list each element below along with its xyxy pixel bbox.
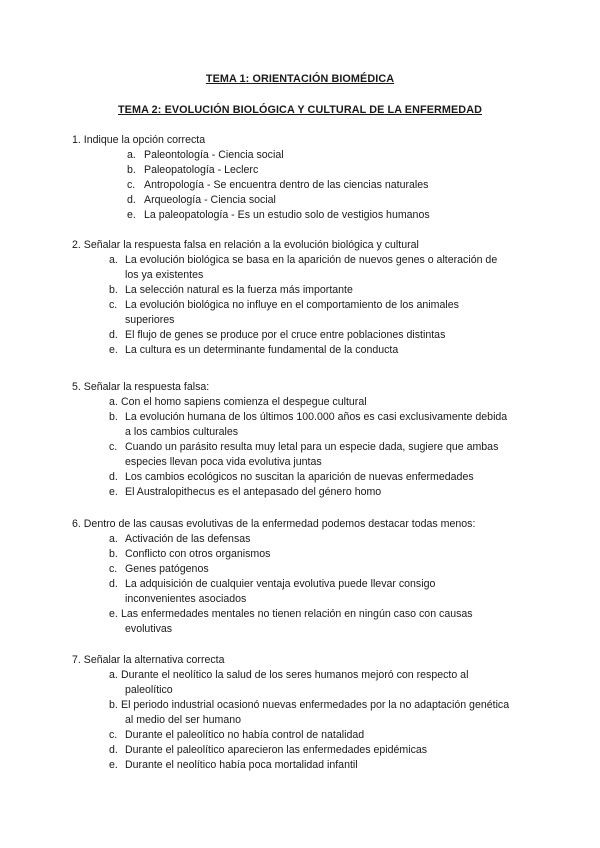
list-item [72, 562, 572, 577]
option-text: Arqueología - Ciencia social [144, 194, 276, 206]
question-7 [72, 653, 572, 773]
option-text: El periodo industrial ocasionó nuevas enfermedades por la no adaptación genética [121, 699, 510, 711]
option-letter: c. [109, 729, 118, 741]
option-letter: b. [109, 699, 118, 711]
option-letter: e. [127, 209, 136, 221]
list-item [72, 148, 572, 163]
option-text: Durante el neolítico había poca mortalidad infantil [125, 759, 358, 771]
option-text: Las enfermedades mentales no tienen relación en ningún caso con causas [121, 608, 473, 620]
list-item [72, 283, 572, 298]
option-letter: d. [109, 471, 118, 483]
option-text: Durante el paleolítico aparecieron las enfermedades epidémicas [125, 744, 428, 756]
list-item [72, 328, 572, 343]
option-letter: a. [127, 149, 136, 161]
list-item [72, 743, 572, 758]
option-text: Activación de las defensas [125, 533, 251, 545]
option-letter: b. [109, 411, 118, 423]
option-text-continuation: a los cambios culturales [125, 426, 239, 438]
option-letter: a. [109, 533, 118, 545]
option-text-continuation: paleolítico [125, 684, 173, 696]
option-letter: b. [109, 284, 118, 296]
option-letter: d. [109, 329, 118, 341]
option-text: La evolución humana de los últimos 100.000 años es casi exclusivamente debida [125, 411, 508, 423]
option-text: El flujo de genes se produce por el cruce entre poblaciones distintas [125, 329, 446, 341]
option-text-continuation: al medio del ser humano [125, 714, 242, 726]
option-text: La adquisición de cualquier ventaja evolutiva puede llevar consigo [125, 578, 436, 590]
option-text: Genes patógenos [125, 563, 209, 575]
question-5-options [72, 395, 572, 500]
option-text-continuation: inconvenientes asociados [125, 593, 247, 605]
option-text: La cultura es un determinante fundamental de la conducta [125, 344, 399, 356]
option-letter: a. [109, 254, 118, 266]
list-item [72, 470, 572, 485]
option-letter: b. [127, 164, 136, 176]
option-letter: e. [109, 344, 118, 356]
list-item [72, 485, 572, 500]
option-text: Durante el paleolítico no había control de natalidad [125, 729, 365, 741]
list-item [72, 758, 572, 773]
option-text: Con el homo sapiens comienza el despegue cultural [121, 396, 367, 408]
option-letter: e. [109, 759, 118, 771]
list-item [72, 208, 572, 223]
question-1 [72, 133, 572, 223]
option-text: La selección natural es la fuerza más importante [125, 284, 353, 296]
list-item [72, 728, 572, 743]
heading-tema-1: TEMA 1: ORIENTACIÓN BIOMÉDICA [205, 73, 395, 85]
list-item [72, 395, 572, 410]
question-6-text: 6. Dentro de las causas evolutivas de la enfermedad podemos destacar todas menos: [72, 518, 476, 530]
list-item [72, 440, 572, 470]
list-item [72, 607, 572, 637]
list-item [72, 547, 572, 562]
option-text: Conflicto con otros organismos [125, 548, 271, 560]
option-letter: a. [109, 669, 118, 681]
option-text-continuation: superiores [125, 314, 175, 326]
option-text: Antropología - Se encuentra dentro de las ciencias naturales [144, 179, 429, 191]
option-letter: d. [109, 744, 118, 756]
option-letter: e. [109, 608, 118, 620]
list-item [72, 343, 572, 358]
list-item [72, 410, 572, 440]
question-2-options [72, 253, 572, 358]
option-letter: c. [109, 563, 118, 575]
option-letter: a. [109, 396, 118, 408]
question-1-options [72, 148, 572, 223]
list-item [72, 532, 572, 547]
question-6-options [72, 532, 572, 637]
question-7-options [72, 668, 572, 773]
option-letter: e. [109, 486, 118, 498]
heading-tema-2: TEMA 2: EVOLUCIÓN BIOLÓGICA Y CULTURAL DE LA ENFERMEDAD [117, 104, 482, 116]
option-text: La evolución biológica se basa en la aparición de nuevos genes o alteración de [125, 254, 498, 266]
question-7-text: 7. Señalar la alternativa correcta [72, 654, 225, 666]
option-text-continuation: especies llevan poca vida evolutiva juntas [125, 456, 322, 468]
question-1-text: 1. Indique la opción correcta [72, 134, 206, 146]
question-5 [72, 380, 572, 500]
option-letter: d. [109, 578, 118, 590]
option-text: Cuando un parásito resulta muy letal para un especie dada, sugiere que ambas [125, 441, 499, 453]
option-letter: c. [109, 441, 118, 453]
list-item [72, 698, 572, 728]
option-text-continuation: evolutivas [125, 623, 173, 635]
option-text: Los cambios ecológicos no suscitan la aparición de nuevas enfermedades [125, 471, 474, 483]
option-text: Paleontología - Ciencia social [144, 149, 284, 161]
option-text-continuation: los ya existentes [125, 269, 204, 281]
list-item [72, 253, 572, 283]
option-text: Paleopatología - Leclerc [144, 164, 259, 176]
question-5-text: 5. Señalar la respuesta falsa: [72, 381, 210, 393]
option-text: La evolución biológica no influye en el comportamiento de los animales [125, 299, 459, 311]
option-text: La paleopatología - Es un estudio solo de vestigios humanos [144, 209, 430, 221]
list-item [72, 298, 572, 328]
option-text: El Australopithecus es el antepasado del género homo [125, 486, 382, 498]
question-2-text: 2. Señalar la respuesta falsa en relación a la evolución biológica y cultural [72, 239, 419, 251]
list-item [72, 178, 572, 193]
option-letter: b. [109, 548, 118, 560]
question-2 [72, 238, 572, 358]
option-letter: c. [127, 179, 136, 191]
option-letter: d. [127, 194, 136, 206]
list-item [72, 193, 572, 208]
list-item [72, 577, 572, 607]
question-6 [72, 517, 572, 637]
option-letter: c. [109, 299, 118, 311]
list-item [72, 668, 572, 698]
list-item [72, 163, 572, 178]
option-text: Durante el neolítico la salud de los seres humanos mejoró con respecto al [121, 669, 469, 681]
